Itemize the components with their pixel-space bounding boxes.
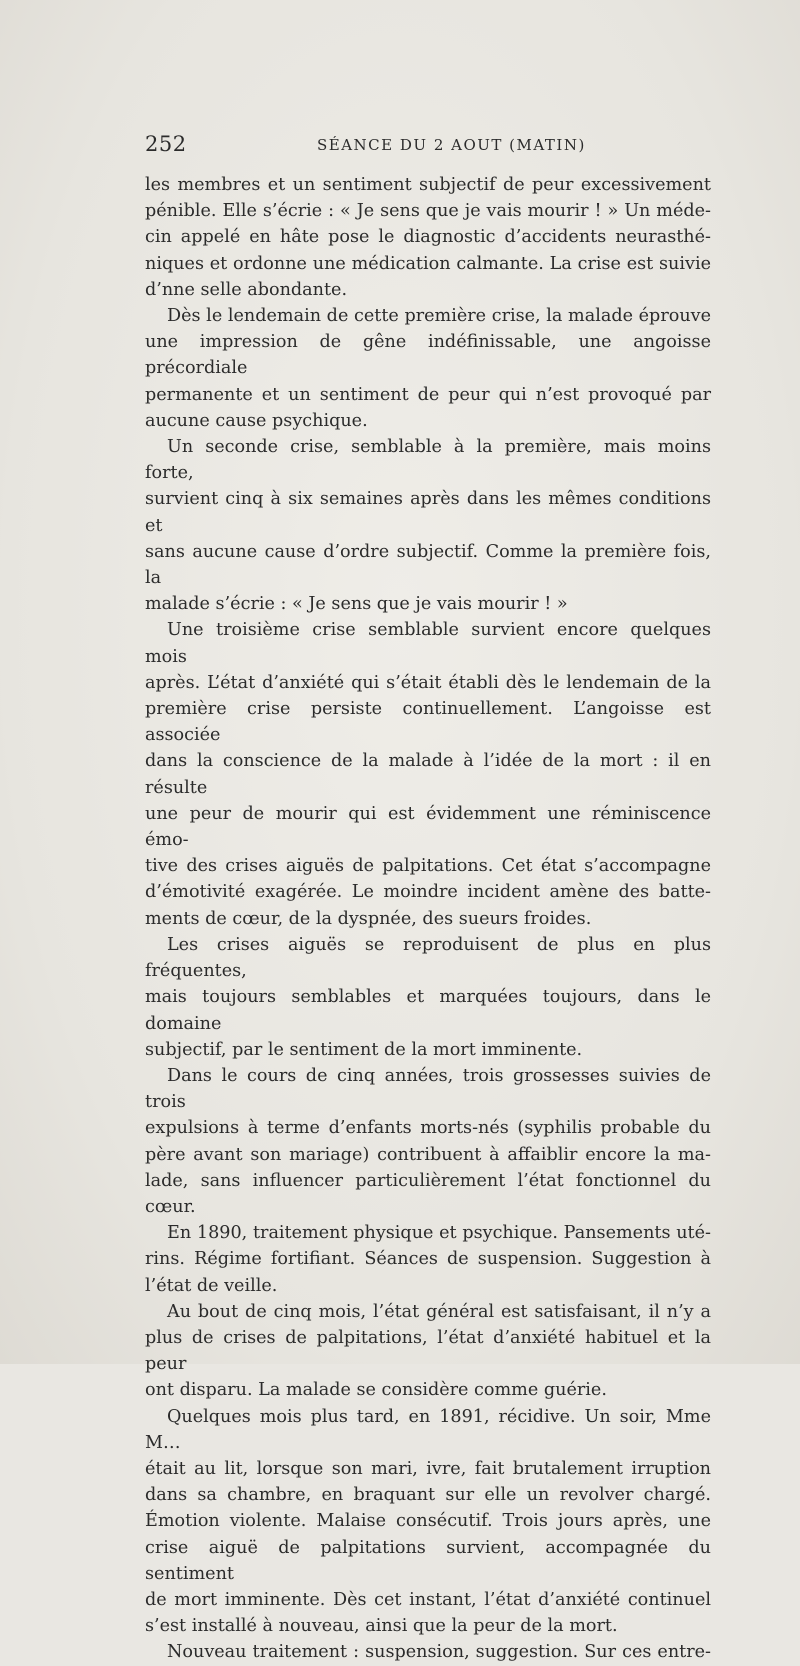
text-line: Dès le lendemain de cette première crise, la malade éprouve: [167, 306, 711, 327]
text-line: Émotion violente. Malaise consécutif. Trois jours après, une: [145, 1511, 711, 1532]
running-head: SÉANCE DU 2 AOUT (MATIN): [317, 136, 586, 154]
text-line: crise aiguë de palpitations survient, accompagnée du sentiment: [145, 1537, 711, 1584]
text-line: tive des crises aiguës de palpitations. Cet état s’accompagne: [145, 856, 711, 877]
text-line: après. L’état d’anxiété qui s’était établi dès le lendemain de la: [145, 672, 711, 693]
text-line: de mort imminente. Dès cet instant, l’état d’anxiété continuel: [145, 1589, 711, 1610]
text-line: une peur de mourir qui est évidemment une réminiscence émo-: [145, 803, 711, 851]
text-line: d’nne selle abondante.: [145, 279, 348, 300]
body-text: [145, 172, 711, 1666]
text-line: survient cinq à six semaines après dans les mêmes conditions et: [145, 489, 711, 536]
text-line: rins. Régime fortifiant. Séances de suspension. Suggestion à: [145, 1249, 711, 1270]
text-line: niques et ordonne une médication calmante. La crise est suivie: [145, 253, 711, 274]
text-line: s’est installé à nouveau, ainsi que la peur de la mort.: [145, 1616, 618, 1637]
text-line: ments de cœur, de la dyspnée, des sueurs froides.: [145, 908, 592, 929]
text-line: ont disparu. La malade se considère comme guérie.: [145, 1380, 607, 1401]
page-number: 252: [145, 132, 187, 156]
text-line: expulsions à terme d’enfants morts-nés (syphilis probable du: [145, 1118, 711, 1139]
text-line: Au bout de cinq mois, l’état général est satisfaisant, il n’y a: [167, 1301, 711, 1322]
text-line: dans sa chambre, en braquant sur elle un revolver chargé.: [145, 1485, 711, 1506]
text-line: Un seconde crise, semblable à la première, mais moins forte,: [145, 437, 711, 484]
text-line: Nouveau traitement : suspension, suggestion. Sur ces entre-: [167, 1642, 711, 1663]
text-line: d’émotivité exagérée. Le moindre incident amène des batte-: [145, 882, 711, 903]
text-line: Une troisième crise semblable survient encore quelques mois: [145, 620, 711, 667]
page-header: [145, 132, 715, 162]
text-line: lade, sans influencer particulièrement l’état fonctionnel du cœur.: [145, 1170, 711, 1217]
text-line: dans la conscience de la malade à l’idée de la mort : il en résulte: [145, 751, 711, 798]
text-line: Quelques mois plus tard, en 1891, récidive. Un soir, Mme M…: [145, 1406, 711, 1453]
text-line: les membres et un sentiment subjectif de peur excessivement: [145, 175, 711, 195]
text-line: première crise persiste continuellement. L’angoisse est associée: [145, 699, 711, 746]
text-line: était au lit, lorsque son mari, ivre, fait brutalement irruption: [145, 1458, 711, 1479]
text-line: Dans le cours de cinq années, trois grossesses suivies de trois: [145, 1065, 711, 1113]
text-line: sans aucune cause d’ordre subjectif. Comme la première fois, la: [145, 541, 711, 589]
text-line: cin appelé en hâte pose le diagnostic d’accidents neurasthé-: [145, 227, 711, 248]
text-line: aucune cause psychique.: [145, 410, 368, 431]
text-line: Les crises aiguës se reproduisent de plus en plus fréquentes,: [145, 934, 711, 982]
text-line: permanente et un sentiment de peur qui n’est provoqué par: [145, 384, 711, 405]
text-line: malade s’écrie : « Je sens que je vais mourir ! »: [145, 594, 568, 615]
text-line: une impression de gêne indéfinissable, une angoisse précordiale: [145, 332, 711, 379]
text-line: plus de crises de palpitations, l’état d’anxiété habituel et la peur: [145, 1327, 711, 1375]
text-line: père avant son mariage) contribuent à affaiblir encore la ma-: [145, 1144, 711, 1165]
text-line: pénible. Elle s’écrie : « Je sens que je vais mourir ! » Un méde-: [145, 201, 711, 222]
text-line: En 1890, traitement physique et psychique. Pansements uté-: [167, 1223, 711, 1244]
text-line: subjectif, par le sentiment de la mort imminente.: [145, 1039, 583, 1060]
text-line: mais toujours semblables et marquées toujours, dans le domaine: [145, 987, 711, 1034]
text-line: l’état de veille.: [145, 1275, 278, 1296]
